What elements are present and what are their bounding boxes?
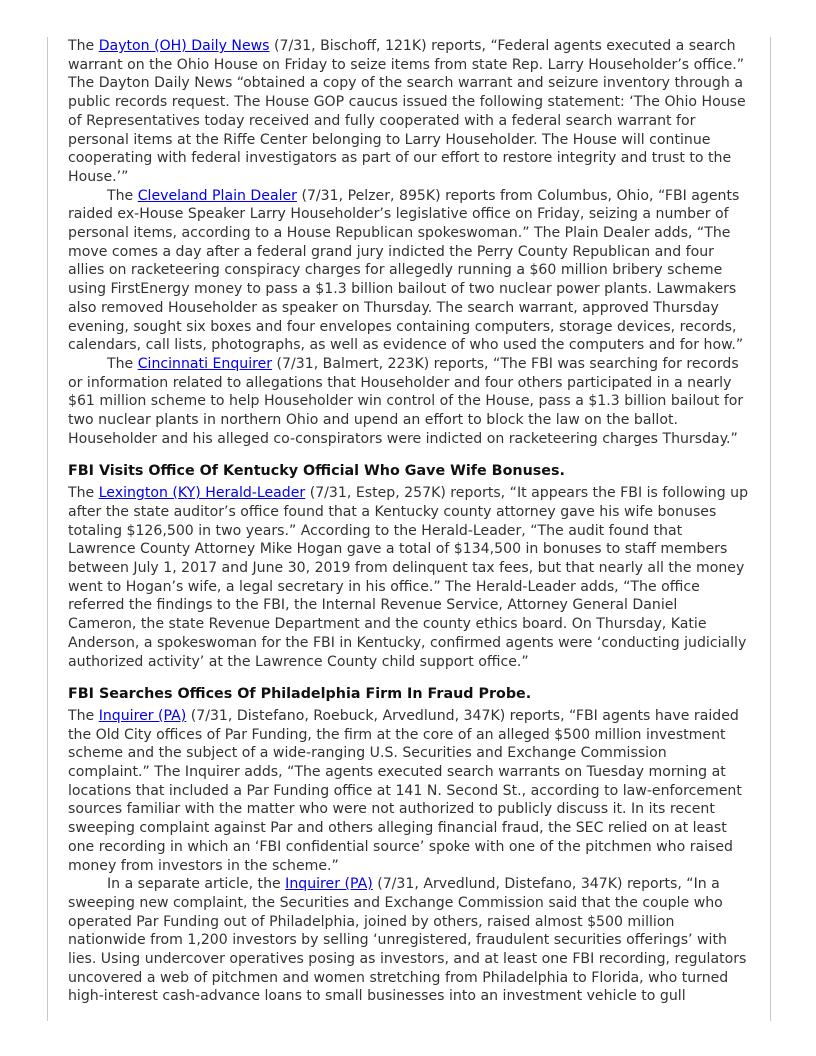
- cincinnati-enquirer-link[interactable]: Cincinnati Enquirer: [137, 355, 273, 372]
- inquirer-link-2[interactable]: Inquirer (PA): [285, 876, 373, 893]
- plain-dealer-paragraph: The Cleveland Plain Dealer (7/31, Pelzer, 895K) reports from Columbus, Ohio, “FBI agents raided ex-House Speaker Larry Householder’s legislative office on Friday, seizing a number of personal items, according to a House Republican spokeswoman.” The Plain Dealer adds, “The move comes a day after a federal grand jury indicted the Perry County Republican and four allies on racketeering conspiracy charges for allegedly running a $60 million bribery scheme using FirstEnergy money to pass a $1.3 billion bailout of two nuclear power plants. Lawmakers also removed Householder as speaker on Thursday. The search warrant, approved Thursday evening, sought six boxes and four envelopes containing computers, storage devices, records, calendars, call lists, photographs, as well as evidence of who used the computers and for how.”: [68, 187, 744, 354]
- inquirer-link-1[interactable]: Inquirer (PA): [98, 707, 187, 724]
- kentucky-heading: FBI Visits Office Of Kentucky Official Who Gave Wife Bonuses.: [68, 463, 565, 480]
- dayton-daily-news-link[interactable]: Dayton (OH) Daily News: [98, 38, 270, 54]
- enquirer-paragraph: The Cincinnati Enquirer (7/31, Balmert, 223K) reports, “The FBI was searching for records or information related to allegations that Householder and four others participated in a nearly $61 million scheme to help Householder win control of the House, pass a $1.3 billion bailout for two nuclear plants in northern Ohio and upend an effort to block the law on the ballot. Householder and his alleged co-conspirators were indicted on racketeering charges Thursday.”: [68, 355, 744, 447]
- herald-leader-link[interactable]: Lexington (KY) Herald-Leader: [98, 485, 306, 502]
- inquirer-paragraph-2: In a separate article, the Inquirer (PA) (7/31, Arvedlund, Distefano, 347K) reports, “In a sweeping new complaint, the Securities and Exchange Commission said that the couple who operated Par Funding out of Philadelphia, joined by others, raised almost $500 million nationwide from 1,200 investors by selling ‘unregistered, fraudulent securities offerings’ with lies. Using undercover operatives posing as investors, and at least one FBI recording, regulators uncovered a web of pitchmen and women stretching from Philadelphia to Florida, who turned high-interest cash-advance loans to small businesses into an investment vehicle to gull: [68, 876, 747, 1005]
- document-body: [68, 37, 750, 1006]
- cleveland-plain-dealer-link[interactable]: Cleveland Plain Dealer: [137, 187, 297, 204]
- herald-leader-paragraph: The Lexington (KY) Herald-Leader (7/31, Estep, 257K) reports, “It appears the FBI is following up after the state auditor’s office found that a Kentucky county attorney gave his wife bonuses totaling $126,500 in two years.” According to the Herald-Leader, “The audit found that Lawrence County Attorney Mike Hogan gave a total of $134,500 in bonuses to staff members between July 1, 2017 and June 30, 2019 from delinquent tax fees, but that nearly all the money went to Hogan’s wife, a legal secretary in his office.” The Herald-Leader adds, “The office referred the findings to the FBI, the Internal Revenue Service, Attorney General Daniel Cameron, the state Revenue Department and the county ethics board. On Thursday, Katie Anderson, a spokeswoman for the FBI in Kentucky, confirmed agents were ‘conducting judicially authorized activity’ at the Lawrence County child support office.”: [68, 485, 749, 670]
- philadelphia-heading: FBI Searches Offices Of Philadelphia Firm In Fraud Probe.: [68, 686, 532, 703]
- inquirer-paragraph-1: The Inquirer (PA) (7/31, Distefano, Roebuck, Arvedlund, 347K) reports, “FBI agents have raided the Old City offices of Par Funding, the firm at the core of an alleged $500 million investment scheme and the subject of a wide-ranging U.S. Securities and Exchange Commission complaint.” The Inquirer adds, “The agents executed search warrants on Tuesday morning at locations that included a Par Funding office at 141 N. Second St., according to law-enforcement sources familiar with the matter who were not authorized to publicly discuss it. In its recent sweeping complaint against Par and others alleging financial fraud, the SEC relied on at least one recording in which an ‘FBI confidential source’ spoke with one of the pitchmen who raised money from investors in the scheme.”: [68, 707, 742, 874]
- dayton-paragraph: The Dayton (OH) Daily News (7/31, Bischoff, 121K) reports, “Federal agents executed a search warrant on the Ohio House on Friday to seize items from state Rep. Larry Householder’s office.” The Dayton Daily News “obtained a copy of the search warrant and seizure inventory through a public records request. The House GOP caucus issued the following statement: ‘The Ohio House of Representatives today received and fully cooperated with a federal search warrant for personal items at the Riffe Center belonging to Larry Householder. The House will continue cooperating with federal investigators as part of our effort to restore integrity and trust to the House.’”: [68, 38, 746, 185]
